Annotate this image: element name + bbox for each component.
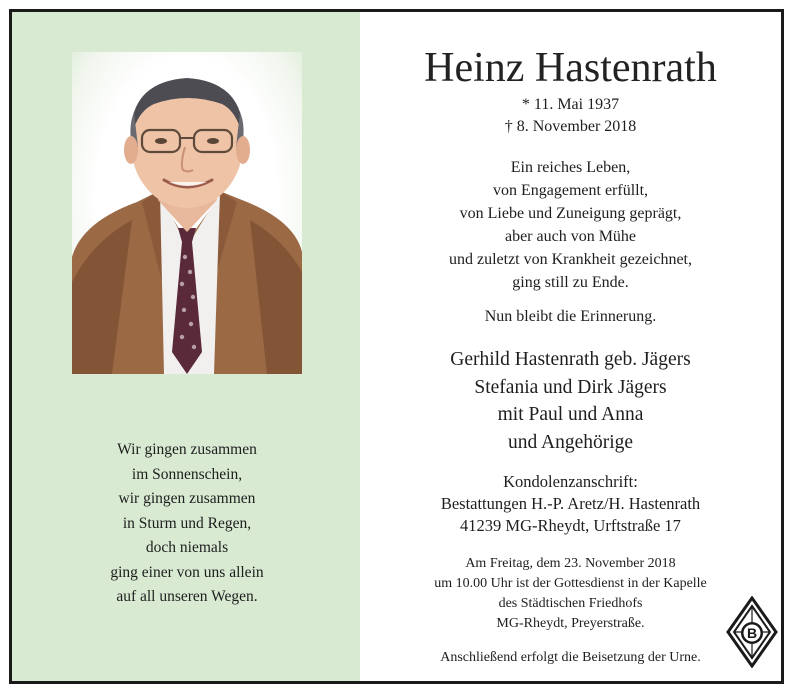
obituary-notice	[9, 9, 784, 684]
service-line: um 10.00 Uhr ist der Gottesdienst in der Kapelle	[434, 576, 707, 591]
verse-line: Ein reiches Leben,	[510, 159, 631, 176]
poem-line: Wir gingen zusammen	[117, 441, 257, 458]
service-line: Am Freitag, dem 23. November 2018	[465, 556, 676, 571]
club-emblem-icon	[726, 596, 778, 668]
undertaker-name: Bestattungen H.-P. Aretz/H. Hastenrath	[440, 494, 701, 513]
verse-line: aber auch von Mühe	[504, 228, 637, 245]
memory-line: Nun bleibt die Erinnerung.	[484, 308, 657, 325]
death-date: † 8. November 2018	[504, 118, 637, 135]
right-panel	[360, 12, 781, 681]
poem-line: im Sonnenschein,	[131, 465, 243, 483]
service-line: MG-Rheydt, Preyerstraße.	[496, 616, 645, 631]
mourner-line: Gerhild Hastenrath geb. Jägers	[450, 349, 691, 370]
verse-line: ging still zu Ende.	[512, 274, 629, 291]
poem-line: ging einer von uns allein	[110, 563, 264, 581]
poem-line: doch niemals	[145, 539, 229, 556]
emblem-letter: B	[746, 625, 758, 641]
undertaker-address: 41239 MG-Rheydt, Urftstraße 17	[460, 516, 681, 535]
verse-line: von Engagement erfüllt,	[492, 182, 649, 199]
birth-date: * 11. Mai 1937	[521, 96, 620, 113]
poem	[72, 438, 302, 610]
left-panel	[12, 12, 360, 681]
service-info	[360, 554, 781, 634]
portrait-photo	[72, 52, 302, 374]
deceased-name: Heinz Hastenrath	[424, 45, 717, 91]
portrait-illustration	[72, 52, 302, 374]
poem-line: wir gingen zusammen	[118, 490, 256, 507]
verse-line: von Liebe und Zuneigung geprägt,	[459, 205, 682, 222]
mourner-line: mit Paul und Anna	[497, 404, 644, 425]
burial-note: Anschließend erfolgt die Beisetzung der Urne.	[440, 650, 701, 665]
condolence-heading: Kondolenzanschrift:	[503, 472, 638, 491]
mourners	[360, 346, 781, 456]
poem-line: in Sturm und Regen,	[122, 514, 252, 532]
service-line: des Städtischen Friedhofs	[498, 596, 643, 611]
mourner-line: Stefania und Dirk Jägers	[474, 376, 667, 398]
life-dates	[360, 94, 781, 138]
condolence-address	[360, 471, 781, 537]
mourner-line: und Angehörige	[507, 431, 634, 453]
poem-line: auf all unseren Wegen.	[116, 588, 258, 605]
verse-line: und zuletzt von Krankheit gezeichnet,	[448, 251, 692, 268]
verse	[360, 156, 781, 294]
